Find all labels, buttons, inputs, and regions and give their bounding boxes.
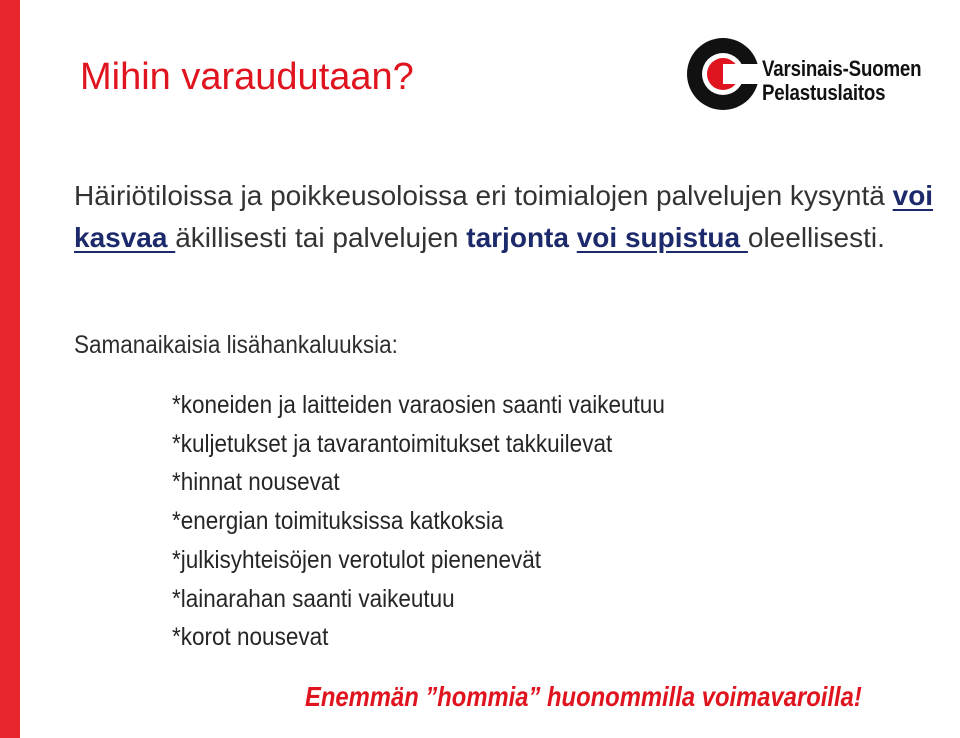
- logo-mark-icon: [687, 36, 759, 112]
- logo-line-2: Pelastuslaitos: [762, 80, 886, 105]
- list-item: *korot nousevat: [172, 623, 329, 652]
- list-item: *lainarahan saanti vaikeutuu: [172, 584, 455, 613]
- logo-line-1: Varsinais-Suomen: [762, 56, 922, 81]
- sub-heading: Samanaikaisia lisähankaluuksia:: [74, 331, 398, 359]
- intro-paragraph: [74, 175, 944, 259]
- organization-logo: [687, 36, 959, 112]
- intro-emphasis-shrink: voi supistua: [576, 222, 748, 253]
- logo-wordmark: [762, 57, 921, 105]
- intro-text-3: oleellisesti.: [747, 222, 885, 253]
- intro-emphasis-supply: tarjonta: [466, 222, 577, 253]
- slide-title: Mihin varaudutaan?: [80, 56, 414, 98]
- list-item: *julkisyhteisöjen verotulot pienenevät: [172, 545, 541, 574]
- list-item: *kuljetukset ja tavarantoimitukset takkuilevat: [172, 429, 613, 458]
- list-item: *hinnat nousevat: [172, 468, 340, 497]
- conclusion-text: Enemmän ”hommia” huonommilla voimavaroilla!: [305, 681, 862, 712]
- intro-text-2: äkillisesti tai palvelujen: [175, 222, 467, 253]
- intro-text-1: Häiriötiloissa ja poikkeusoloissa eri toimialojen palvelujen kysyntä: [74, 180, 893, 211]
- intro-emphasis-increase: voi kasvaa: [74, 180, 934, 253]
- list-item: *energian toimituksissa katkoksia: [172, 507, 504, 536]
- left-accent-bar: [0, 0, 20, 738]
- problem-list: [172, 386, 665, 657]
- list-item: *koneiden ja laitteiden varaosien saanti vaikeutuu: [172, 391, 665, 419]
